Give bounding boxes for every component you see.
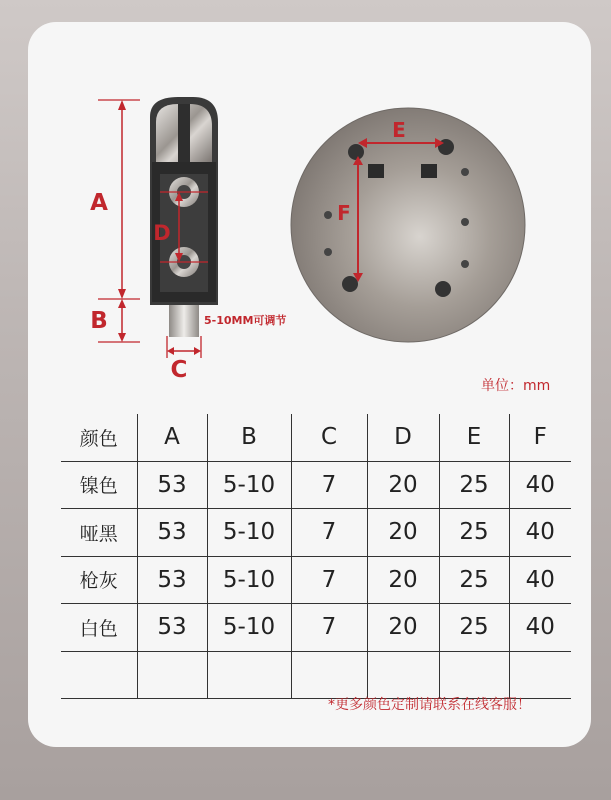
- value-cell: 5-10: [207, 556, 291, 604]
- value-cell: 7: [291, 461, 367, 509]
- value-cell: 20: [367, 461, 439, 509]
- label-c: C: [170, 357, 188, 383]
- value-cell: 53: [137, 556, 207, 604]
- product-diagram: [28, 22, 591, 402]
- label-d: D: [153, 221, 171, 245]
- spec-table: [61, 414, 571, 699]
- value-cell: 20: [367, 556, 439, 604]
- value-cell: 20: [367, 509, 439, 557]
- value-cell: 53: [137, 461, 207, 509]
- label-a: A: [90, 190, 108, 216]
- value-cell: 25: [439, 604, 509, 652]
- value-cell: 53: [137, 604, 207, 652]
- table-row: [61, 461, 571, 509]
- table-empty-row: [61, 651, 571, 699]
- header-color: 颜色: [61, 414, 137, 461]
- value-cell: 40: [509, 604, 571, 652]
- color-cell: 白色: [61, 604, 137, 652]
- custom-color-note: *更多颜色定制请联系在线客服！: [328, 697, 531, 713]
- color-cell: 哑黑: [61, 509, 137, 557]
- header-b: B: [207, 414, 291, 461]
- value-cell: 20: [367, 604, 439, 652]
- label-e: E: [392, 118, 406, 142]
- empty-cell: [509, 651, 571, 699]
- label-b: B: [90, 308, 108, 334]
- value-cell: 40: [509, 461, 571, 509]
- dimension-c: [167, 336, 201, 383]
- header-e: E: [439, 414, 509, 461]
- color-cell: 镍色: [61, 461, 137, 509]
- table-row: [61, 556, 571, 604]
- label-f: F: [337, 201, 351, 225]
- product-spec-card: [28, 22, 591, 747]
- color-cell: 枪灰: [61, 556, 137, 604]
- value-cell: 5-10: [207, 461, 291, 509]
- empty-cell: [207, 651, 291, 699]
- value-cell: 7: [291, 556, 367, 604]
- header-a: A: [137, 414, 207, 461]
- empty-cell: [439, 651, 509, 699]
- unit-note: 单位：mm: [481, 378, 551, 394]
- value-cell: 25: [439, 509, 509, 557]
- table-header-row: [61, 414, 571, 461]
- header-f: F: [509, 414, 571, 461]
- table-row: [61, 604, 571, 652]
- value-cell: 25: [439, 556, 509, 604]
- empty-cell: [137, 651, 207, 699]
- value-cell: 40: [509, 556, 571, 604]
- value-cell: 25: [439, 461, 509, 509]
- empty-cell: [291, 651, 367, 699]
- value-cell: 5-10: [207, 509, 291, 557]
- dimension-a: [90, 100, 140, 299]
- value-cell: 7: [291, 604, 367, 652]
- empty-cell: [367, 651, 439, 699]
- value-cell: 7: [291, 509, 367, 557]
- hinge-body-image: [150, 97, 218, 337]
- table-row: [61, 509, 571, 557]
- header-c: C: [291, 414, 367, 461]
- dimension-b: [90, 299, 140, 342]
- value-cell: 53: [137, 509, 207, 557]
- empty-cell: [61, 651, 137, 699]
- value-cell: 40: [509, 509, 571, 557]
- adjust-note: 5-10MM可调节: [204, 314, 287, 327]
- header-d: D: [367, 414, 439, 461]
- value-cell: 5-10: [207, 604, 291, 652]
